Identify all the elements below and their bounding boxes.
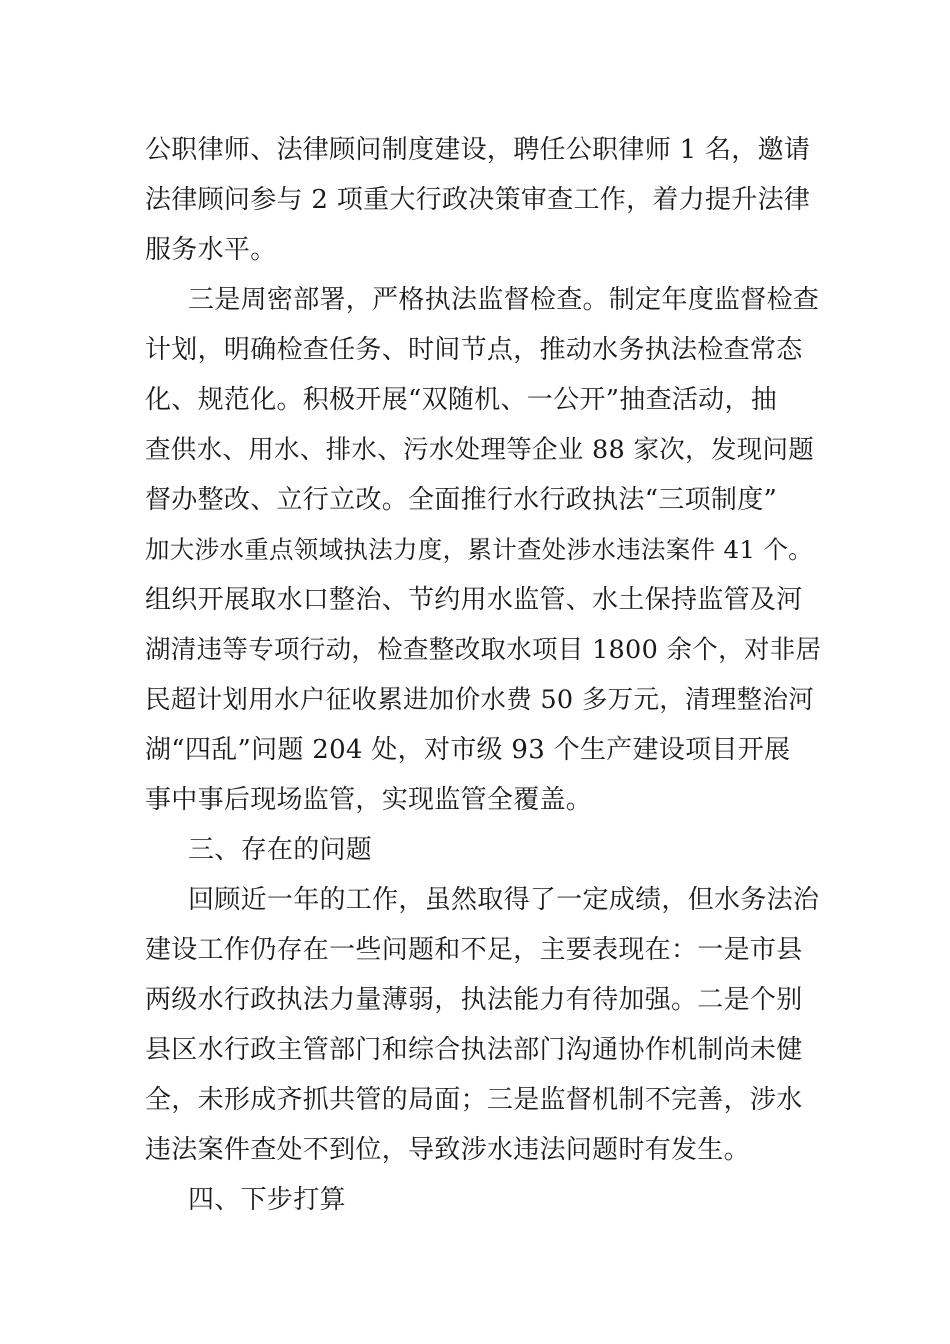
text-line: 违法案件查处不到位，导致涉水违法问题时有发生。 — [145, 1135, 750, 1165]
text-line: 督办整改、立行立改。全面推行水行政执法“三项制度” — [145, 485, 778, 515]
text-line: 法律顾问参与 2 项重大行政决策审查工作，着力提升法律 — [145, 185, 811, 215]
text-line: 加大涉水重点领域执法力度，累计查处涉水违法案件 41 个。 — [145, 535, 813, 564]
text-line: 服务水平。 — [145, 235, 277, 265]
text-line: 全，未形成齐抓共管的局面；三是监督机制不完善，涉水 — [145, 1085, 803, 1115]
text-line: 建设工作仍存在一些问题和不足，主要表现在：一是市县 — [145, 935, 803, 965]
text-line: 民超计划用水户征收累进加价水费 50 多万元，清理整治河 — [145, 685, 815, 715]
section-heading: 四、下步打算 — [188, 1185, 346, 1215]
text-line: 湖“四乱”问题 204 处，对市级 93 个生产建设项目开展 — [145, 735, 791, 765]
text-line: 组织开展取水口整治、节约用水监管、水土保持监管及河 — [145, 585, 803, 615]
text-line: 查供水、用水、排水、污水处理等企业 88 家次，发现问题 — [145, 435, 815, 465]
text-line: 公职律师、法律顾问制度建设，聘任公职律师 1 名，邀请 — [145, 135, 811, 165]
paragraph-start-line: 回顾近一年的工作，虽然取得了一定成绩，但水务法治 — [188, 885, 820, 915]
text-line: 化、规范化。积极开展“双随机、一公开”抽查活动，抽 — [145, 385, 778, 415]
paragraph-start-line: 三是周密部署，严格执法监督检查。制定年度监督检查 — [188, 285, 820, 315]
section-heading: 三、存在的问题 — [188, 835, 373, 865]
text-line: 计划，明确检查任务、时间节点，推动水务执法检查常态 — [145, 335, 803, 365]
text-line: 县区水行政主管部门和综合执法部门沟通协作机制尚未健 — [145, 1035, 803, 1065]
text-line: 湖清违等专项行动，检查整改取水项目 1800 余个，对非居 — [145, 635, 822, 665]
text-line: 两级水行政执法力量薄弱，执法能力有待加强。二是个别 — [145, 985, 803, 1015]
text-line: 事中事后现场监管，实现监管全覆盖。 — [145, 785, 593, 815]
